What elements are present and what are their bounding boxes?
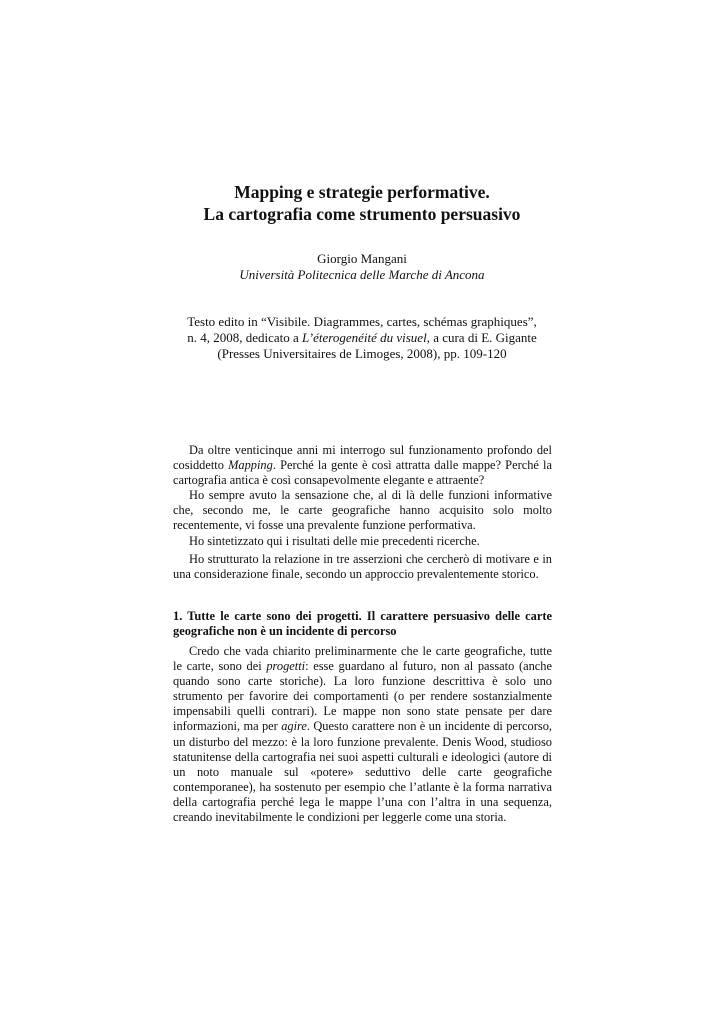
source-line-2	[0, 330, 724, 346]
title-line-2: La cartografia come strumento persuasivo	[203, 204, 521, 224]
intro-block	[173, 443, 552, 549]
intro-p1-post: . Perché la gente è così attratta dalle mappe? Perché la cartografia antica è così consapevolmente elegante e attraente?	[173, 458, 552, 488]
source-line-2-pre: n. 4, 2008, dedicato a	[187, 330, 303, 345]
section-1-body	[173, 644, 552, 825]
s1-p1-em1: progetti	[266, 659, 306, 674]
source-line-3: (Presses Universitaires de Limoges, 2008), pp. 109-120	[217, 346, 507, 361]
author-affiliation: Università Politecnica delle Marche di Ancona	[239, 267, 485, 282]
intro-p1-pre: Da oltre venticinque anni mi interrogo sul funzionamento profondo del cosiddetto	[173, 443, 552, 473]
title-line-1: Mapping e strategie performative.	[234, 182, 490, 202]
section-1-paragraph-1	[173, 644, 552, 825]
source-line-2-title: L’éterogenéité du visuel	[302, 330, 427, 345]
intro-paragraph-1	[173, 443, 552, 488]
s1-p1-em2: agire	[281, 719, 307, 734]
author-name: Giorgio Mangani	[317, 251, 407, 266]
intro-paragraph-2: Ho sempre avuto la sensazione che, al di là delle funzioni informative che, secondo me, le carte geografiche hanno acquisito solo molto recentemente, vi fosse una prevalente funzione performativa.	[173, 488, 552, 533]
s1-p1-c: . Questo carattere non è un incidente di percorso, un disturbo del mezzo: è la loro funzione prevalente. Denis Wood, studioso statunitense della cartografia nei suoi aspetti culturali e ideologici (autore di un noto manuale sul «potere» seduttivo delle carte geografiche contemporanee), ha sostenuto per esempio che l’atlante è la forma narrativa della cartografia perché lega le mappe l’una con l’altra in una sequenza, creando inevitabilmente le condizioni per leggerle come una storia.	[173, 719, 552, 825]
source-line-1: Testo edito in “Visibile. Diagrammes, cartes, schémas graphiques”,	[187, 314, 537, 329]
intro-paragraph-4: Ho strutturato la relazione in tre asserzioni che cercherò di motivare e in una considerazione finale, secondo un approccio prevalentemente storico.	[173, 552, 552, 582]
s1-p1-b: : esse guardano al futuro, non al passato (anche quando sono carte storiche). La loro funzione descrittiva è solo uno strumento per favorire dei comportamenti (o per rendere sostanzialmente impensabili quelli contrari). Le mappe non sono state pensate per dare informazioni, ma per	[173, 659, 553, 734]
intro-p1-em: Mapping	[228, 458, 273, 473]
source-line-2-post: , a cura di E. Gigante	[426, 330, 537, 345]
intro-block-2	[173, 552, 552, 582]
s1-p1-a: Credo che vada chiarito preliminarmente che le carte geografiche, tutte le carte, sono dei	[173, 644, 552, 674]
intro-paragraph-3: Ho sintetizzato qui i risultati delle mie precedenti ricerche.	[189, 533, 480, 548]
section-1-heading: 1. Tutte le carte sono dei progetti. Il carattere persuasivo delle carte geografiche non è un incidente di percorso	[173, 609, 552, 639]
